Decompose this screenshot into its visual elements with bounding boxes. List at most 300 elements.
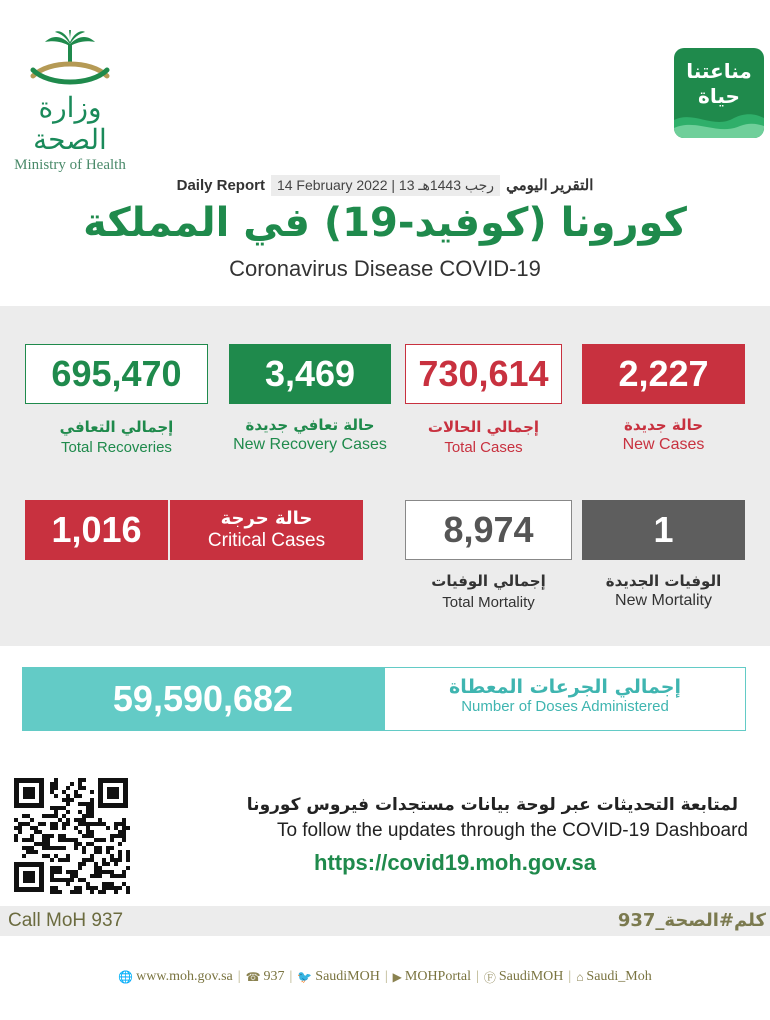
qr-module bbox=[66, 818, 70, 822]
qr-module bbox=[70, 782, 74, 786]
qr-module bbox=[54, 822, 58, 826]
qr-module bbox=[74, 838, 78, 842]
qr-module bbox=[86, 814, 90, 818]
qr-module bbox=[54, 890, 58, 894]
qr-module bbox=[118, 858, 122, 862]
qr-module bbox=[98, 890, 102, 894]
qr-module bbox=[86, 842, 90, 846]
qr-module bbox=[106, 862, 110, 866]
facebook-icon: Ⓕ bbox=[483, 970, 496, 985]
qr-module bbox=[74, 870, 78, 874]
critical-cases-label-en: Critical Cases bbox=[207, 530, 326, 551]
qr-module bbox=[26, 822, 30, 826]
qr-module bbox=[54, 846, 58, 850]
qr-module bbox=[42, 846, 46, 850]
youtube-icon: ▶ bbox=[392, 969, 402, 984]
qr-module bbox=[50, 870, 54, 874]
qr-module bbox=[54, 794, 58, 798]
qr-module bbox=[50, 822, 54, 826]
qr-module bbox=[86, 802, 90, 806]
phone-icon: ☎ bbox=[245, 969, 261, 984]
qr-module bbox=[78, 794, 82, 798]
qr-module bbox=[66, 854, 70, 858]
stats-panel bbox=[0, 306, 770, 646]
qr-module bbox=[78, 890, 82, 894]
qr-module bbox=[38, 822, 42, 826]
total-mortality-value: 8,974 bbox=[405, 500, 572, 560]
qr-module bbox=[66, 822, 70, 826]
qr-module bbox=[126, 866, 130, 870]
qr-module bbox=[14, 834, 18, 838]
qr-module bbox=[30, 850, 34, 854]
qr-module bbox=[66, 870, 70, 874]
doses-label-en: Number of Doses Administered bbox=[461, 698, 669, 715]
qr-module bbox=[54, 866, 58, 870]
qr-module bbox=[74, 846, 78, 850]
qr-module bbox=[34, 842, 38, 846]
qr-module bbox=[102, 858, 106, 862]
qr-module bbox=[82, 778, 86, 782]
qr-module bbox=[58, 890, 62, 894]
social-item-snapchat[interactable] bbox=[576, 969, 652, 985]
report-title-ar: التقرير اليومي bbox=[506, 177, 594, 194]
qr-module bbox=[46, 834, 50, 838]
qr-module bbox=[86, 882, 90, 886]
qr-module bbox=[18, 826, 22, 830]
separator: | bbox=[289, 969, 293, 984]
qr-module bbox=[78, 878, 82, 882]
qr-module bbox=[54, 782, 58, 786]
qr-module bbox=[26, 814, 30, 818]
campaign-line-2: حياة bbox=[698, 84, 740, 108]
separator: | bbox=[568, 969, 572, 984]
qr-module bbox=[122, 826, 126, 830]
qr-module bbox=[46, 838, 50, 842]
qr-module bbox=[118, 834, 122, 838]
qr-module bbox=[14, 826, 18, 830]
qr-module bbox=[94, 886, 98, 890]
qr-module bbox=[70, 870, 74, 874]
new-recovery-value: 3,469 bbox=[229, 344, 391, 404]
total-cases-label-ar: إجمالي الحالات bbox=[427, 418, 540, 436]
qr-module bbox=[122, 838, 126, 842]
qr-module bbox=[30, 838, 34, 842]
qr-module bbox=[102, 870, 106, 874]
qr-module bbox=[50, 806, 54, 810]
social-item-website[interactable] bbox=[118, 969, 233, 985]
qr-module bbox=[62, 878, 66, 882]
qr-module bbox=[46, 814, 50, 818]
qr-module bbox=[102, 890, 106, 894]
qr-module bbox=[94, 870, 98, 874]
qr-module bbox=[62, 822, 66, 826]
qr-module bbox=[86, 806, 90, 810]
qr-module bbox=[94, 838, 98, 842]
qr-module bbox=[82, 786, 86, 790]
campaign-logo bbox=[674, 48, 764, 138]
qr-module bbox=[126, 886, 130, 890]
moh-arabic-name: وزارة الصحة bbox=[33, 91, 107, 156]
qr-module bbox=[82, 818, 86, 822]
qr-module bbox=[98, 866, 102, 870]
qr-module bbox=[50, 786, 54, 790]
qr-module bbox=[38, 830, 42, 834]
qr-module bbox=[118, 886, 122, 890]
qr-module bbox=[62, 826, 66, 830]
doses-value: 59,590,682 bbox=[22, 667, 384, 731]
qr-module bbox=[90, 806, 94, 810]
separator: | bbox=[476, 969, 479, 984]
qr-module bbox=[90, 810, 94, 814]
qr-module bbox=[82, 846, 86, 850]
qr-module bbox=[54, 778, 58, 782]
social-phone-text: 937 bbox=[263, 969, 285, 984]
qr-module bbox=[118, 842, 122, 846]
qr-module bbox=[54, 810, 58, 814]
snapchat-icon: ⌂ bbox=[576, 969, 584, 984]
qr-module bbox=[114, 886, 118, 890]
qr-module bbox=[82, 858, 86, 862]
qr-module bbox=[78, 786, 82, 790]
qr-module bbox=[74, 890, 78, 894]
qr-module bbox=[30, 818, 34, 822]
qr-module bbox=[42, 854, 46, 858]
qr-module bbox=[114, 874, 118, 878]
qr-module bbox=[26, 838, 30, 842]
qr-module bbox=[54, 786, 58, 790]
doses-card bbox=[22, 667, 746, 731]
qr-module bbox=[82, 862, 86, 866]
qr-module bbox=[70, 878, 74, 882]
qr-module bbox=[78, 782, 82, 786]
critical-cases-label-ar: حالة حرجة bbox=[220, 508, 313, 529]
qr-module bbox=[118, 874, 122, 878]
new-cases-label-ar: حالة جديدة bbox=[623, 416, 704, 434]
critical-cases-label bbox=[170, 500, 363, 560]
qr-module bbox=[78, 830, 82, 834]
critical-cases-value: 1,016 bbox=[25, 500, 168, 560]
moh-logo bbox=[0, 30, 140, 173]
qr-module bbox=[126, 890, 130, 894]
qr-module bbox=[62, 814, 66, 818]
qr-module bbox=[74, 826, 78, 830]
qr-module bbox=[66, 810, 70, 814]
qr-module bbox=[58, 878, 62, 882]
qr-module bbox=[82, 850, 86, 854]
new-mortality-label-ar: الوفيات الجديدة bbox=[605, 572, 722, 590]
qr-module bbox=[74, 818, 78, 822]
qr-module bbox=[18, 830, 22, 834]
qr-module bbox=[74, 794, 78, 798]
qr-module bbox=[66, 794, 70, 798]
call-text-en: Call MoH 937 bbox=[8, 910, 124, 931]
qr-module bbox=[58, 838, 62, 842]
qr-module bbox=[90, 822, 94, 826]
qr-module bbox=[50, 886, 54, 890]
dashboard-link[interactable]: https://covid19.moh.gov.sa bbox=[314, 850, 596, 875]
qr-module bbox=[46, 854, 50, 858]
qr-module bbox=[90, 858, 94, 862]
qr-module bbox=[126, 854, 130, 858]
qr-module bbox=[54, 878, 58, 882]
new-recovery-label-ar: حالة تعافي جديدة bbox=[245, 416, 375, 434]
qr-module bbox=[82, 878, 86, 882]
qr-module bbox=[34, 850, 38, 854]
qr-module bbox=[90, 874, 94, 878]
qr-module bbox=[50, 874, 54, 878]
qr-module bbox=[58, 858, 62, 862]
qr-module bbox=[66, 858, 70, 862]
qr-module bbox=[58, 806, 62, 810]
qr-module bbox=[18, 822, 22, 826]
total-mortality-label-en: Total Mortality bbox=[442, 594, 535, 611]
qr-module bbox=[78, 810, 82, 814]
qr-module bbox=[26, 850, 30, 854]
qr-module bbox=[110, 882, 114, 886]
qr-module bbox=[110, 886, 114, 890]
qr-module bbox=[78, 778, 82, 782]
qr-module bbox=[110, 838, 114, 842]
qr-code-icon[interactable] bbox=[12, 776, 130, 894]
new-mortality-label-en: New Mortality bbox=[615, 592, 712, 609]
qr-module bbox=[98, 822, 102, 826]
qr-module bbox=[86, 822, 90, 826]
qr-module bbox=[50, 866, 54, 870]
new-recovery-label-en: New Recovery Cases bbox=[233, 436, 387, 453]
total-mortality-label-ar: إجمالي الوفيات bbox=[431, 572, 546, 590]
qr-module bbox=[106, 826, 110, 830]
qr-module bbox=[94, 850, 98, 854]
qr-module bbox=[66, 882, 70, 886]
qr-module bbox=[58, 818, 62, 822]
qr-module bbox=[50, 878, 54, 882]
qr-module bbox=[106, 882, 110, 886]
qr-module bbox=[106, 850, 110, 854]
qr-module bbox=[122, 874, 126, 878]
new-cases-value: 2,227 bbox=[582, 344, 745, 404]
moh-english-name: Ministry of Health bbox=[14, 157, 126, 173]
qr-module bbox=[102, 862, 106, 866]
qr-module bbox=[50, 890, 54, 894]
social-item-phone[interactable] bbox=[246, 969, 285, 985]
qr-module bbox=[126, 826, 130, 830]
qr-module bbox=[78, 866, 82, 870]
qr-module bbox=[62, 834, 66, 838]
qr-module bbox=[122, 870, 126, 874]
qr-module bbox=[118, 854, 122, 858]
twitter-icon: 🐦 bbox=[297, 969, 313, 984]
qr-module bbox=[30, 826, 34, 830]
qr-module bbox=[50, 858, 54, 862]
qr-module bbox=[74, 842, 78, 846]
qr-module bbox=[66, 798, 70, 802]
social-twitter-text: SaudiMOH bbox=[315, 969, 380, 984]
qr-module bbox=[114, 862, 118, 866]
qr-module bbox=[118, 850, 122, 854]
qr-module bbox=[86, 858, 90, 862]
qr-module bbox=[126, 850, 130, 854]
qr-module bbox=[98, 846, 102, 850]
social-snapchat-text: Saudi_Moh bbox=[586, 969, 652, 984]
report-line bbox=[0, 172, 770, 198]
total-recoveries-value: 695,470 bbox=[25, 344, 208, 404]
qr-module bbox=[82, 802, 86, 806]
qr-module bbox=[118, 830, 122, 834]
call-text-ar: 937_كلم#الصحة bbox=[617, 910, 766, 931]
qr-module bbox=[106, 870, 110, 874]
report-title-en: Daily Report bbox=[176, 176, 265, 194]
qr-module bbox=[122, 830, 126, 834]
qr-module bbox=[78, 862, 82, 866]
qr-module bbox=[90, 834, 94, 838]
qr-module bbox=[98, 838, 102, 842]
total-cases-value: 730,614 bbox=[405, 344, 562, 404]
total-recoveries-label-ar: إجمالي التعافي bbox=[59, 418, 174, 436]
qr-module bbox=[122, 822, 126, 826]
qr-module bbox=[94, 874, 98, 878]
qr-module bbox=[54, 870, 58, 874]
qr-module bbox=[94, 822, 98, 826]
qr-module bbox=[34, 830, 38, 834]
qr-module bbox=[22, 846, 26, 850]
page-title-ar: كورونا (كوفيد-19) في المملكة bbox=[83, 200, 687, 246]
dashboard-text-ar: لمتابعة التحديثات عبر لوحة بيانات مستجدات فيروس كورونا bbox=[246, 795, 738, 815]
qr-module bbox=[110, 846, 114, 850]
new-cases-label-en: New Cases bbox=[622, 436, 705, 453]
qr-module bbox=[50, 814, 54, 818]
social-website-text: www.moh.gov.sa bbox=[136, 969, 233, 984]
campaign-line-1: مناعتنا bbox=[686, 59, 752, 83]
qr-module bbox=[42, 814, 46, 818]
qr-module bbox=[58, 846, 62, 850]
globe-icon: 🌐 bbox=[118, 969, 134, 984]
doses-label bbox=[384, 667, 746, 731]
qr-module bbox=[110, 858, 114, 862]
qr-module bbox=[98, 870, 102, 874]
qr-module bbox=[102, 822, 106, 826]
qr-module bbox=[114, 890, 118, 894]
wave-icon bbox=[674, 108, 764, 138]
separator: | bbox=[384, 969, 388, 984]
qr-module bbox=[50, 846, 54, 850]
social-youtube-text: MOHPortal bbox=[404, 969, 472, 984]
qr-module bbox=[50, 834, 54, 838]
social-item-facebook[interactable] bbox=[484, 969, 564, 986]
qr-module bbox=[62, 858, 66, 862]
qr-module bbox=[54, 854, 58, 858]
qr-module bbox=[82, 822, 86, 826]
qr-module bbox=[74, 874, 78, 878]
qr-module bbox=[78, 818, 82, 822]
social-item-twitter[interactable] bbox=[297, 969, 380, 985]
qr-module bbox=[86, 886, 90, 890]
qr-module bbox=[106, 886, 110, 890]
qr-module bbox=[102, 882, 106, 886]
qr-module bbox=[22, 854, 26, 858]
qr-module bbox=[78, 802, 82, 806]
qr-module bbox=[22, 814, 26, 818]
qr-module bbox=[70, 890, 74, 894]
qr-module bbox=[90, 802, 94, 806]
qr-module bbox=[66, 878, 70, 882]
qr-module bbox=[42, 842, 46, 846]
qr-module bbox=[14, 818, 18, 822]
total-recoveries-label-en: Total Recoveries bbox=[61, 439, 172, 456]
qr-module bbox=[98, 874, 102, 878]
separator: | bbox=[237, 969, 241, 984]
qr-module bbox=[74, 790, 78, 794]
qr-module bbox=[114, 858, 118, 862]
qr-module bbox=[66, 802, 70, 806]
qr-module bbox=[114, 822, 118, 826]
qr-module bbox=[110, 834, 114, 838]
qr-module bbox=[62, 846, 66, 850]
qr-module bbox=[34, 826, 38, 830]
qr-module bbox=[78, 842, 82, 846]
qr-module bbox=[74, 886, 78, 890]
qr-module bbox=[54, 806, 58, 810]
qr-module bbox=[26, 846, 30, 850]
qr-module bbox=[106, 846, 110, 850]
qr-module bbox=[30, 834, 34, 838]
qr-module bbox=[82, 814, 86, 818]
qr-module bbox=[78, 886, 82, 890]
qr-module bbox=[90, 842, 94, 846]
qr-module bbox=[58, 866, 62, 870]
qr-module bbox=[94, 862, 98, 866]
qr-module bbox=[54, 826, 58, 830]
qr-module bbox=[78, 822, 82, 826]
qr-module bbox=[102, 838, 106, 842]
social-item-youtube[interactable] bbox=[393, 969, 471, 985]
palm-emblem-icon bbox=[15, 30, 125, 92]
qr-module bbox=[42, 822, 46, 826]
qr-module bbox=[118, 822, 122, 826]
doses-label-ar: إجمالي الجرعات المعطاة bbox=[449, 676, 681, 698]
qr-module bbox=[46, 842, 50, 846]
qr-module bbox=[90, 790, 94, 794]
qr-module bbox=[90, 886, 94, 890]
qr-module bbox=[46, 846, 50, 850]
qr-module bbox=[66, 786, 70, 790]
qr-module bbox=[122, 834, 126, 838]
qr-module bbox=[50, 782, 54, 786]
qr-module bbox=[70, 798, 74, 802]
qr-module bbox=[14, 838, 18, 842]
qr-module bbox=[98, 850, 102, 854]
qr-module bbox=[58, 834, 62, 838]
qr-module bbox=[90, 890, 94, 894]
dashboard-text-en: To follow the updates through the COVID-19 Dashboard bbox=[276, 820, 748, 841]
qr-module bbox=[126, 858, 130, 862]
qr-module bbox=[42, 834, 46, 838]
qr-module bbox=[110, 854, 114, 858]
qr-module bbox=[22, 838, 26, 842]
qr-module bbox=[102, 886, 106, 890]
qr-module bbox=[38, 842, 42, 846]
qr-module bbox=[90, 814, 94, 818]
qr-module bbox=[66, 838, 70, 842]
qr-module bbox=[82, 834, 86, 838]
qr-module bbox=[58, 870, 62, 874]
report-date: 14 February 2022 | 13 رجب 1443هـ bbox=[271, 175, 500, 196]
page-title-en: Coronavirus Disease COVID-19 bbox=[229, 256, 541, 281]
qr-module bbox=[114, 834, 118, 838]
qr-module bbox=[62, 798, 66, 802]
qr-module bbox=[86, 810, 90, 814]
total-cases-label-en: Total Cases bbox=[444, 439, 523, 456]
qr-module bbox=[94, 866, 98, 870]
